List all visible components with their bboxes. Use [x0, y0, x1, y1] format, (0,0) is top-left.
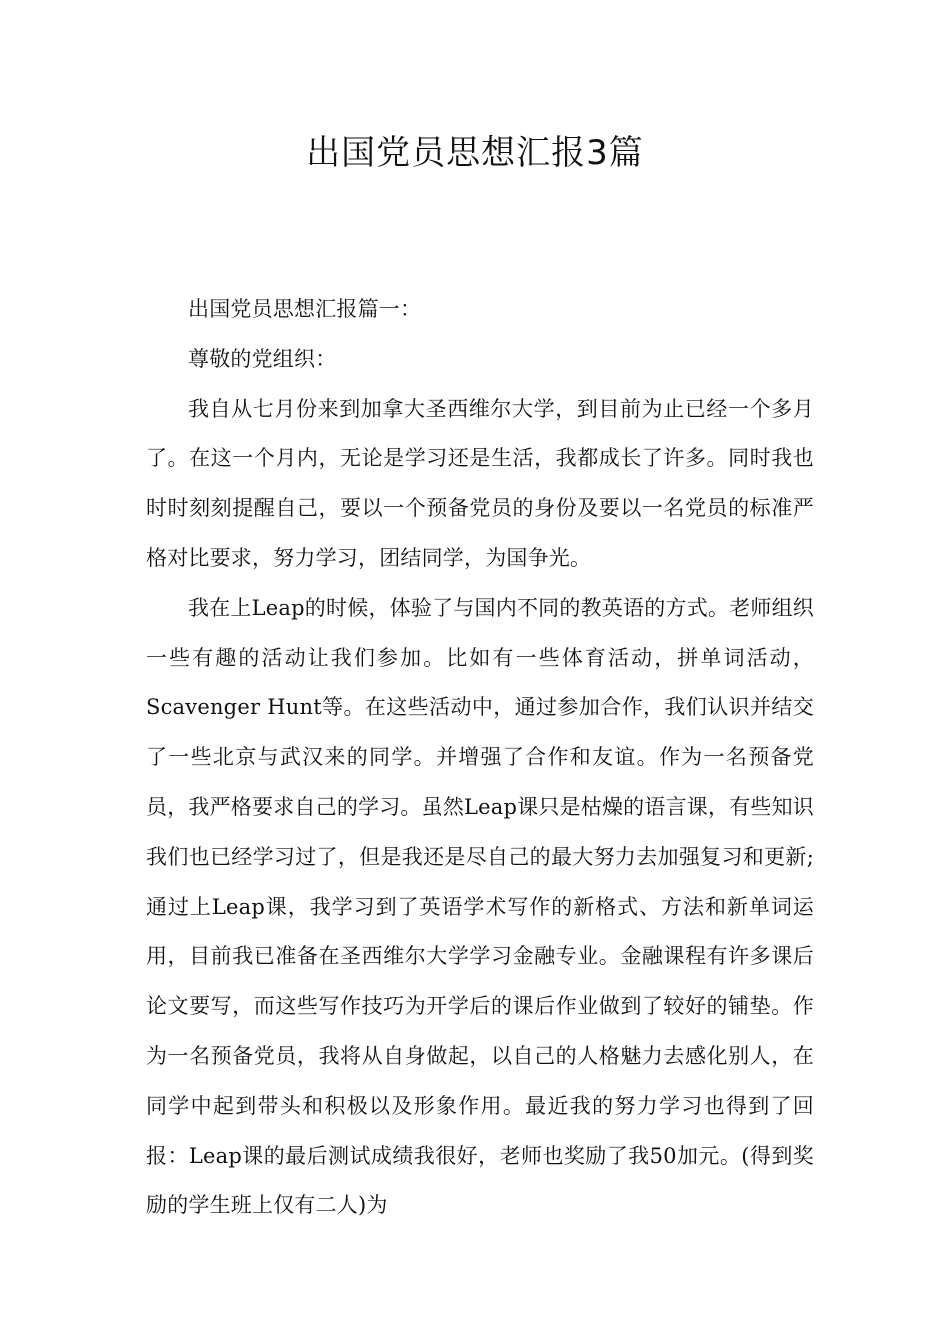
document-title: 出国党员思想汇报3篇	[306, 133, 644, 173]
paragraph-leap-study: 我在上Leap的时候，体验了与国内不同的教英语的方式。老师组织一些有趣的活动让我们参加。比如有一些体育活动，拼单词活动，Scavenger Hunt等。在这些活动中，通过参加合作，我们认识并结交了一些北京与武汉来的同学。并增强了合作和友谊。作为一名预备党员，我严格要求自己的学习。虽然Leap课只是枯燥的语言课，有些知识我们也已经学习过了，但是我还是尽自己的最大努力去加强复习和更新;通过上Leap课，我学习到了英语学术写作的新格式、方法和新单词运用，目前我已准备在圣西维尔大学学习金融专业。金融课程有许多课后论文要写，而这些写作技巧为开学后的课后作业做到了较好的铺垫。作为一名预备党员，我将从自身做起，以自己的人格魅力去感化别人，在同学中起到带头和积极以及形象作用。最近我的努力学习也得到了回报：Leap课的最后测试成绩我很好，老师也奖励了我50加元。(得到奖励的学生班上仅有二人)为	[146, 595, 814, 1218]
document-body	[146, 285, 814, 1231]
paragraph-intro: 我自从七月份来到加拿大圣西维尔大学，到目前为止已经一个多月了。在这一个月内，无论是学习还是生活，我都成长了许多。同时我也时时刻刻提醒自己，要以一个预备党员的身份及要以一名党员的标准严格对比要求，努力学习，团结同学，为国争光。	[146, 396, 814, 570]
paragraph-section-heading: 出国党员思想汇报篇一：	[188, 297, 422, 321]
paragraph-salutation: 尊敬的党组织：	[188, 346, 337, 371]
